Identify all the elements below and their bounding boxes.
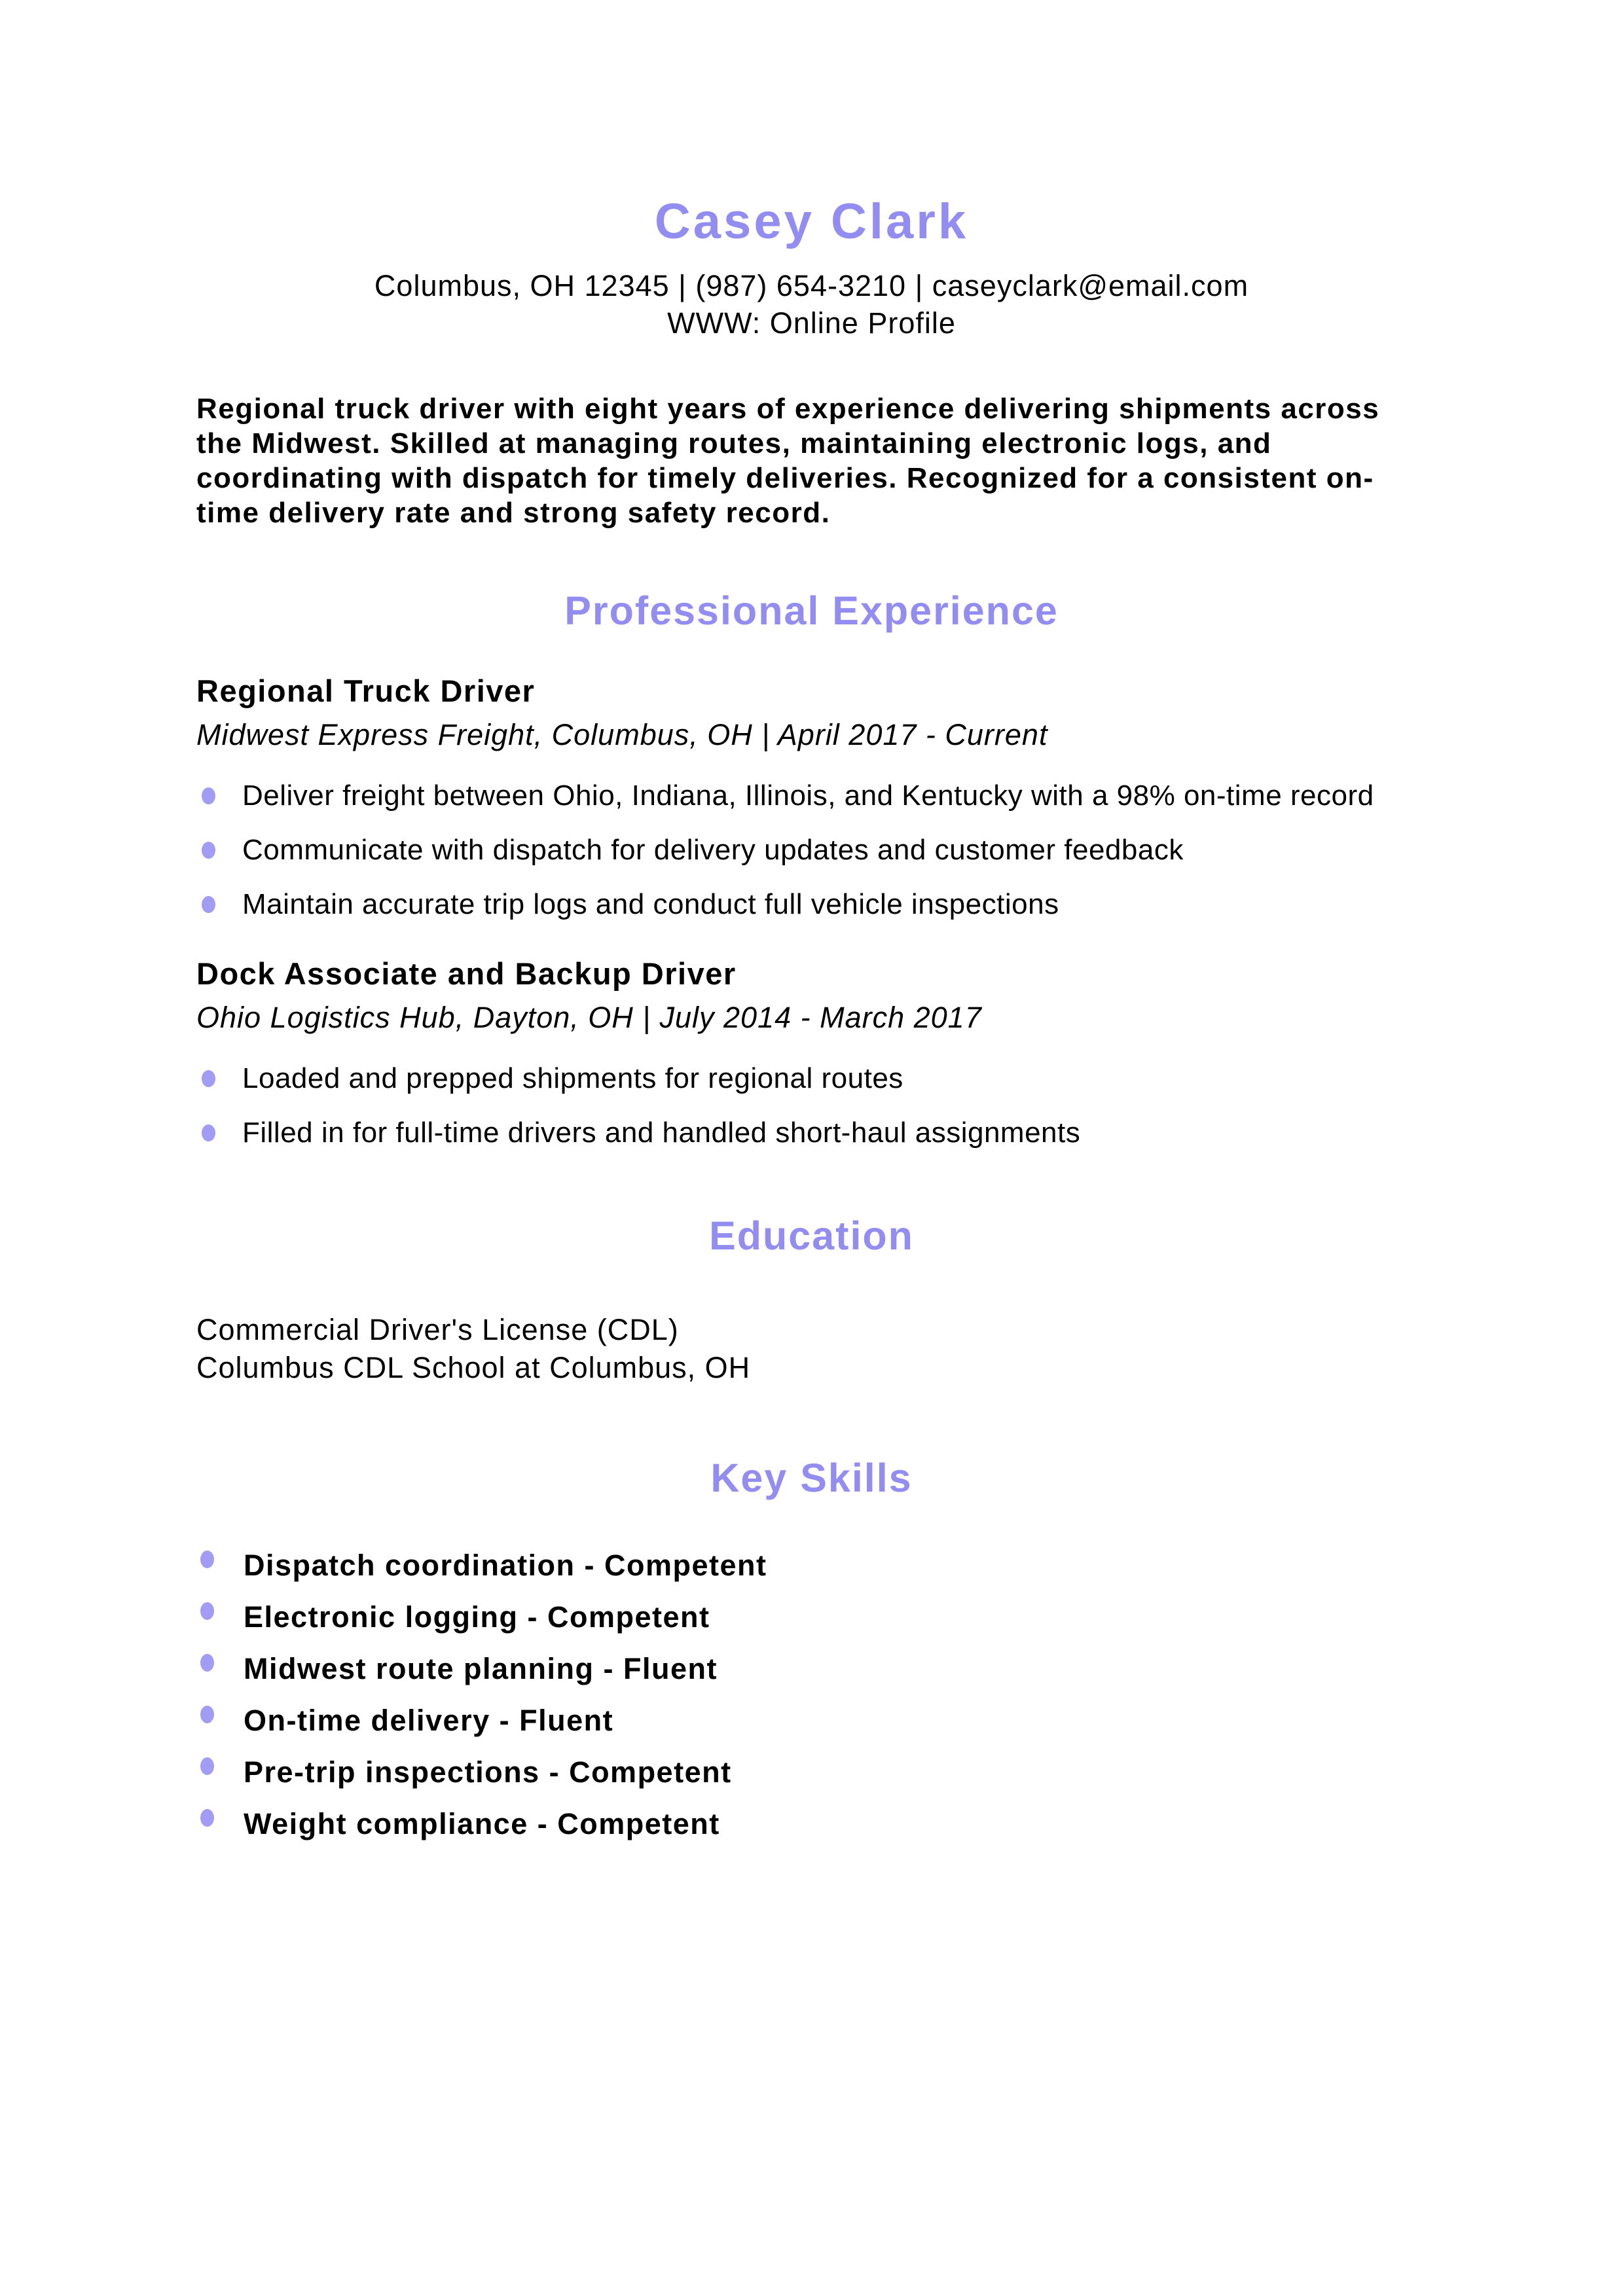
bullet-item: Filled in for full-time drivers and handled short-haul assignments	[196, 1115, 1427, 1150]
job-bullet-list	[196, 778, 1427, 922]
website-line: WWW: Online Profile	[667, 306, 956, 340]
section-heading-experience: Professional Experience	[564, 588, 1059, 633]
professional-summary: Regional truck driver with eight years of experience delivering shipments across the Midwest. Skilled at managing routes, maintaining electronic logs, and coordinating with dispatch for timely deliveries. Recognized for a consistent on-time delivery rate and strong safety record.	[196, 393, 1380, 529]
contact-info: Columbus, OH 12345 | (987) 654-3210 | caseyclark@email.com	[374, 269, 1249, 302]
bullet-item: Communicate with dispatch for delivery updates and customer feedback	[196, 833, 1427, 867]
skills-list	[196, 1548, 1427, 1841]
job-title: Dock Associate and Backup Driver	[196, 956, 737, 991]
education-line: Columbus CDL School at Columbus, OH	[196, 1351, 751, 1384]
job-entry-2	[196, 956, 1427, 1150]
skill-item: Midwest route planning - Fluent	[196, 1651, 1427, 1686]
job-title: Regional Truck Driver	[196, 673, 536, 708]
section-heading-education: Education	[709, 1213, 914, 1258]
bullet-item: Loaded and prepped shipments for regional routes	[196, 1061, 1427, 1096]
skill-item: On-time delivery - Fluent	[196, 1703, 1427, 1738]
skill-item: Electronic logging - Competent	[196, 1600, 1427, 1634]
skill-item: Dispatch coordination - Competent	[196, 1548, 1427, 1583]
section-heading-skills: Key Skills	[710, 1456, 913, 1500]
education-block	[196, 1311, 1427, 1387]
job-bullet-list	[196, 1061, 1427, 1150]
candidate-name: Casey Clark	[654, 194, 969, 249]
bullet-item: Deliver freight between Ohio, Indiana, Illinois, and Kentucky with a 98% on-time record	[196, 778, 1427, 813]
job-meta: Ohio Logistics Hub, Dayton, OH | July 2014 - March 2017	[196, 1001, 982, 1034]
skill-item: Weight compliance - Competent	[196, 1806, 1427, 1841]
bullet-item: Maintain accurate trip logs and conduct full vehicle inspections	[196, 887, 1427, 922]
skill-item: Pre-trip inspections - Competent	[196, 1755, 1427, 1789]
job-meta: Midwest Express Freight, Columbus, OH | April 2017 - Current	[196, 718, 1048, 751]
education-line: Commercial Driver's License (CDL)	[196, 1313, 679, 1346]
job-entry-1	[196, 673, 1427, 922]
